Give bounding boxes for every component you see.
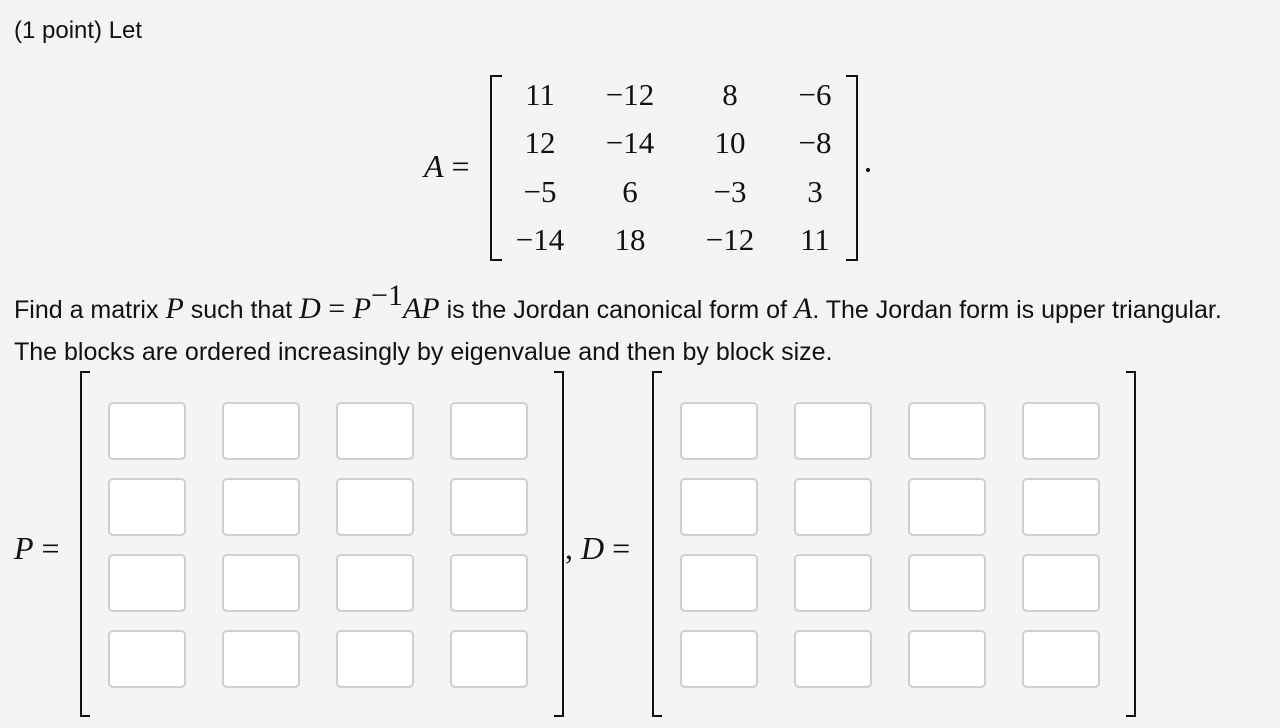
matrix-d-entry-r3c2[interactable] (794, 554, 872, 612)
matrix-p-entry-r1c2[interactable] (222, 402, 300, 460)
matrix-p-entry-r3c2[interactable] (222, 554, 300, 612)
var-p: P (165, 292, 184, 325)
matrix-p-entry-r1c3[interactable] (336, 402, 414, 460)
matrix-p-entry-r3c3[interactable] (336, 554, 414, 612)
matrix-d-entry-r1c3[interactable] (908, 402, 986, 460)
matrix-p-entry-r2c4[interactable] (450, 478, 528, 536)
matrix-d-entry-r4c2[interactable] (794, 630, 872, 688)
matrix-p-right-bracket (554, 371, 564, 717)
matrix-d-entry-r1c2[interactable] (794, 402, 872, 460)
matrix-a-cell: −8 (798, 125, 832, 160)
matrix-p-entry-r3c4[interactable] (450, 554, 528, 612)
question-part2: such that (183, 296, 300, 324)
matrix-p-entry-r1c1[interactable] (108, 402, 186, 460)
inverse-exponent: −1 (371, 279, 403, 312)
matrix-d-right-bracket (1126, 371, 1136, 717)
matrix-p-entry-r3c1[interactable] (108, 554, 186, 612)
matrix-a-cell: −6 (798, 77, 832, 112)
matrix-p-entry-r1c4[interactable] (450, 402, 528, 460)
matrix-a-cell: −14 (605, 125, 655, 160)
matrix-d-entry-r3c1[interactable] (680, 554, 758, 612)
equals-sign: = (320, 292, 353, 325)
matrix-a-cell: −14 (515, 222, 565, 257)
matrix-p-left-bracket (80, 371, 90, 717)
matrix-a-cell: 3 (807, 174, 823, 209)
matrix-p-entry-r4c2[interactable] (222, 630, 300, 688)
matrix-a-cell: 18 (614, 222, 646, 257)
matrix-d-entry-r1c4[interactable] (1022, 402, 1100, 460)
matrix-p-entry-r2c3[interactable] (336, 478, 414, 536)
matrix-a-cell: −5 (523, 174, 557, 209)
matrix-d-entry-r2c2[interactable] (794, 478, 872, 536)
question-part1: Find a matrix (14, 296, 166, 324)
matrix-p-label: P = (14, 530, 60, 566)
matrix-d-entry-r2c1[interactable] (680, 478, 758, 536)
matrix-a-cell: −12 (605, 77, 655, 112)
matrix-a-cell: 10 (714, 125, 746, 160)
matrix-a-period (866, 168, 870, 172)
matrix-p-input (80, 371, 564, 717)
matrix-d-entry-r2c4[interactable] (1022, 478, 1100, 536)
matrix-d-entry-r4c1[interactable] (680, 630, 758, 688)
matrix-a-cell: −3 (713, 174, 747, 209)
matrix-a-cell: 8 (722, 77, 738, 112)
matrix-d-entry-r3c3[interactable] (908, 554, 986, 612)
matrix-d-entry-r4c4[interactable] (1022, 630, 1100, 688)
matrix-d-entry-r1c1[interactable] (680, 402, 758, 460)
matrix-d-entry-r2c3[interactable] (908, 478, 986, 536)
question-text (14, 279, 1270, 373)
var-ap: AP (402, 292, 440, 325)
matrix-d-entry-r4c3[interactable] (908, 630, 986, 688)
matrix-p-entry-r4c1[interactable] (108, 630, 186, 688)
matrix-a-cell: −12 (705, 222, 755, 257)
var-p-inverse-base: P (352, 292, 372, 325)
var-d: D (299, 292, 321, 325)
matrix-a-label: A = (424, 148, 470, 184)
question-part4: . The Jordan form is upper triangular. The blocks are ordered increasingly by eigenvalue and then by block size. (14, 296, 1222, 366)
matrix-p-entry-r2c2[interactable] (222, 478, 300, 536)
matrix-p-entry-r4c3[interactable] (336, 630, 414, 688)
matrix-d-left-bracket (652, 371, 662, 717)
matrix-a-cell: 6 (622, 174, 638, 209)
matrix-p-entry-r2c1[interactable] (108, 478, 186, 536)
matrix-a-cell: 11 (525, 77, 555, 112)
var-a: A (793, 292, 813, 325)
matrix-d-entry-r3c4[interactable] (1022, 554, 1100, 612)
matrix-a-cell: 12 (524, 125, 556, 160)
matrix-d-label: , D = (565, 530, 631, 566)
question-part3: is the Jordan canonical form of (439, 296, 794, 324)
matrix-d-input (652, 371, 1136, 717)
problem-header: (1 point) Let (14, 17, 143, 44)
matrix-a-cell: 11 (800, 222, 830, 257)
matrix-p-entry-r4c4[interactable] (450, 630, 528, 688)
matrix-a (490, 75, 858, 261)
